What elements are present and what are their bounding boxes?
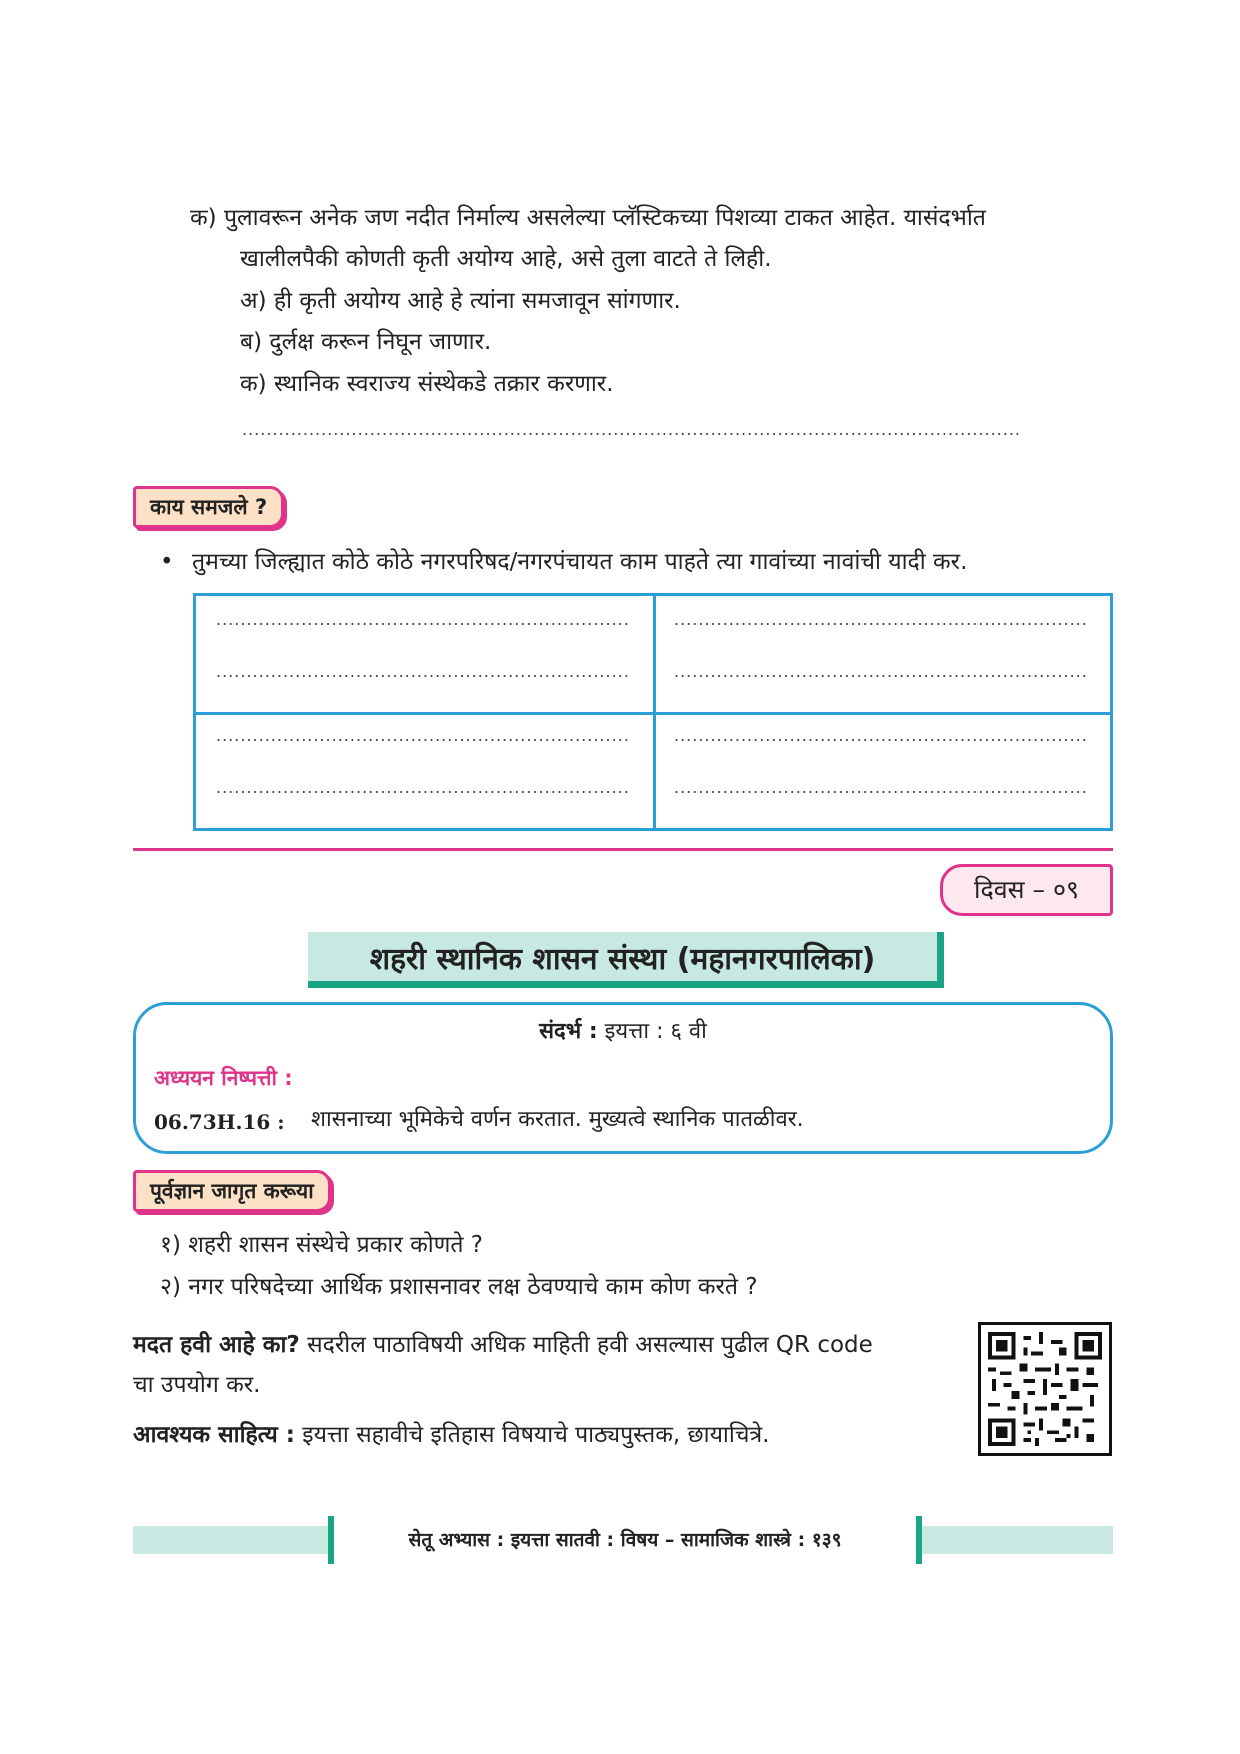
- village-list-table: [193, 593, 1113, 831]
- question-k-line2: खालीलपैकी कोणती कृती अयोग्य आहे, असे तुला वाटते ते लिही.: [240, 246, 772, 272]
- materials-line: [133, 1420, 769, 1450]
- footer-text: सेतू अभ्यास : इयत्ता सातवी : विषय – सामाजिक शास्त्रे : १३९: [328, 1516, 922, 1564]
- help-label: मदत हवी आहे का?: [133, 1332, 300, 1358]
- prior-knowledge-tag: पूर्वज्ञान जागृत करूया: [133, 1170, 331, 1212]
- understood-tag: काय समजले ?: [133, 486, 284, 528]
- fill-line-r1c1a[interactable]: ....................................................................: [216, 610, 630, 629]
- lesson-title: शहरी स्थानिक शासन संस्था (महानगरपालिका): [308, 932, 944, 988]
- reference-value: इयत्ता : ६ वी: [604, 1019, 707, 1044]
- materials-label: आवश्यक साहित्य :: [133, 1422, 295, 1448]
- fill-line-r2c1b[interactable]: ....................................................................: [216, 778, 630, 797]
- understood-question: तुमच्या जिल्ह्यात कोठे कोठे नगरपरिषद/नगरपंचायत काम पाहते त्या गावांच्या नावांची यादी कर.: [192, 549, 968, 575]
- fill-line-r1c2a[interactable]: ....................................................................: [674, 610, 1088, 629]
- outcome-text: शासनाच्या भूमिकेचे वर्णन करतात. मुख्यत्वे स्थानिक पातळीवर.: [311, 1107, 804, 1132]
- materials-text: इयत्ता सहावीचे इतिहास विषयाचे पाठ्यपुस्तक, छायाचित्रे.: [302, 1422, 770, 1448]
- fill-line-r2c1a[interactable]: ....................................................................: [216, 726, 630, 745]
- help-text1: सदरील पाठाविषयी अधिक माहिती हवी असल्यास पुढील QR code: [307, 1332, 873, 1358]
- outcome-heading: अध्ययन निष्पत्ती :: [154, 1066, 293, 1090]
- fill-line-r1c2b[interactable]: ....................................................................: [674, 662, 1088, 681]
- fill-line-r1c1b[interactable]: ....................................................................: [216, 662, 630, 681]
- answer-line[interactable]: ................................................................................................................................: [242, 420, 1021, 439]
- option-a: अ) ही कृती अयोग्य आहे हे त्यांना समजावून सांगणार.: [240, 288, 681, 314]
- question-k-line1: क) पुलावरून अनेक जण नदीत निर्माल्य असलेल्या प्लॅस्टिकच्या पिशव्या टाकत आहेत. यासंदर्भात: [190, 205, 986, 231]
- reference-box: [133, 1002, 1113, 1154]
- fill-line-r2c2b[interactable]: ....................................................................: [674, 778, 1088, 797]
- option-c: क) स्थानिक स्वराज्य संस्थेकडे तक्रार करणार.: [240, 371, 614, 397]
- qr-code-icon[interactable]: [978, 1322, 1112, 1456]
- bullet-icon: •: [160, 549, 174, 575]
- reference-label: संदर्भ :: [539, 1019, 598, 1044]
- prior-question-1: १) शहरी शासन संस्थेचे प्रकार कोणते ?: [160, 1232, 483, 1258]
- outcome-code: 06.73H.16 :: [154, 1110, 285, 1134]
- day-label: दिवस – ०९: [940, 864, 1113, 916]
- help-text2: चा उपयोग कर.: [133, 1372, 261, 1398]
- help-line1: [133, 1330, 873, 1360]
- section-divider: [133, 848, 1113, 851]
- fill-line-r2c2a[interactable]: ....................................................................: [674, 726, 1088, 745]
- option-b: ब) दुर्लक्ष करून निघून जाणार.: [240, 329, 492, 355]
- prior-question-2: २) नगर परिषदेच्या आर्थिक प्रशासनावर लक्ष ठेवण्याचे काम कोण करते ?: [160, 1274, 758, 1300]
